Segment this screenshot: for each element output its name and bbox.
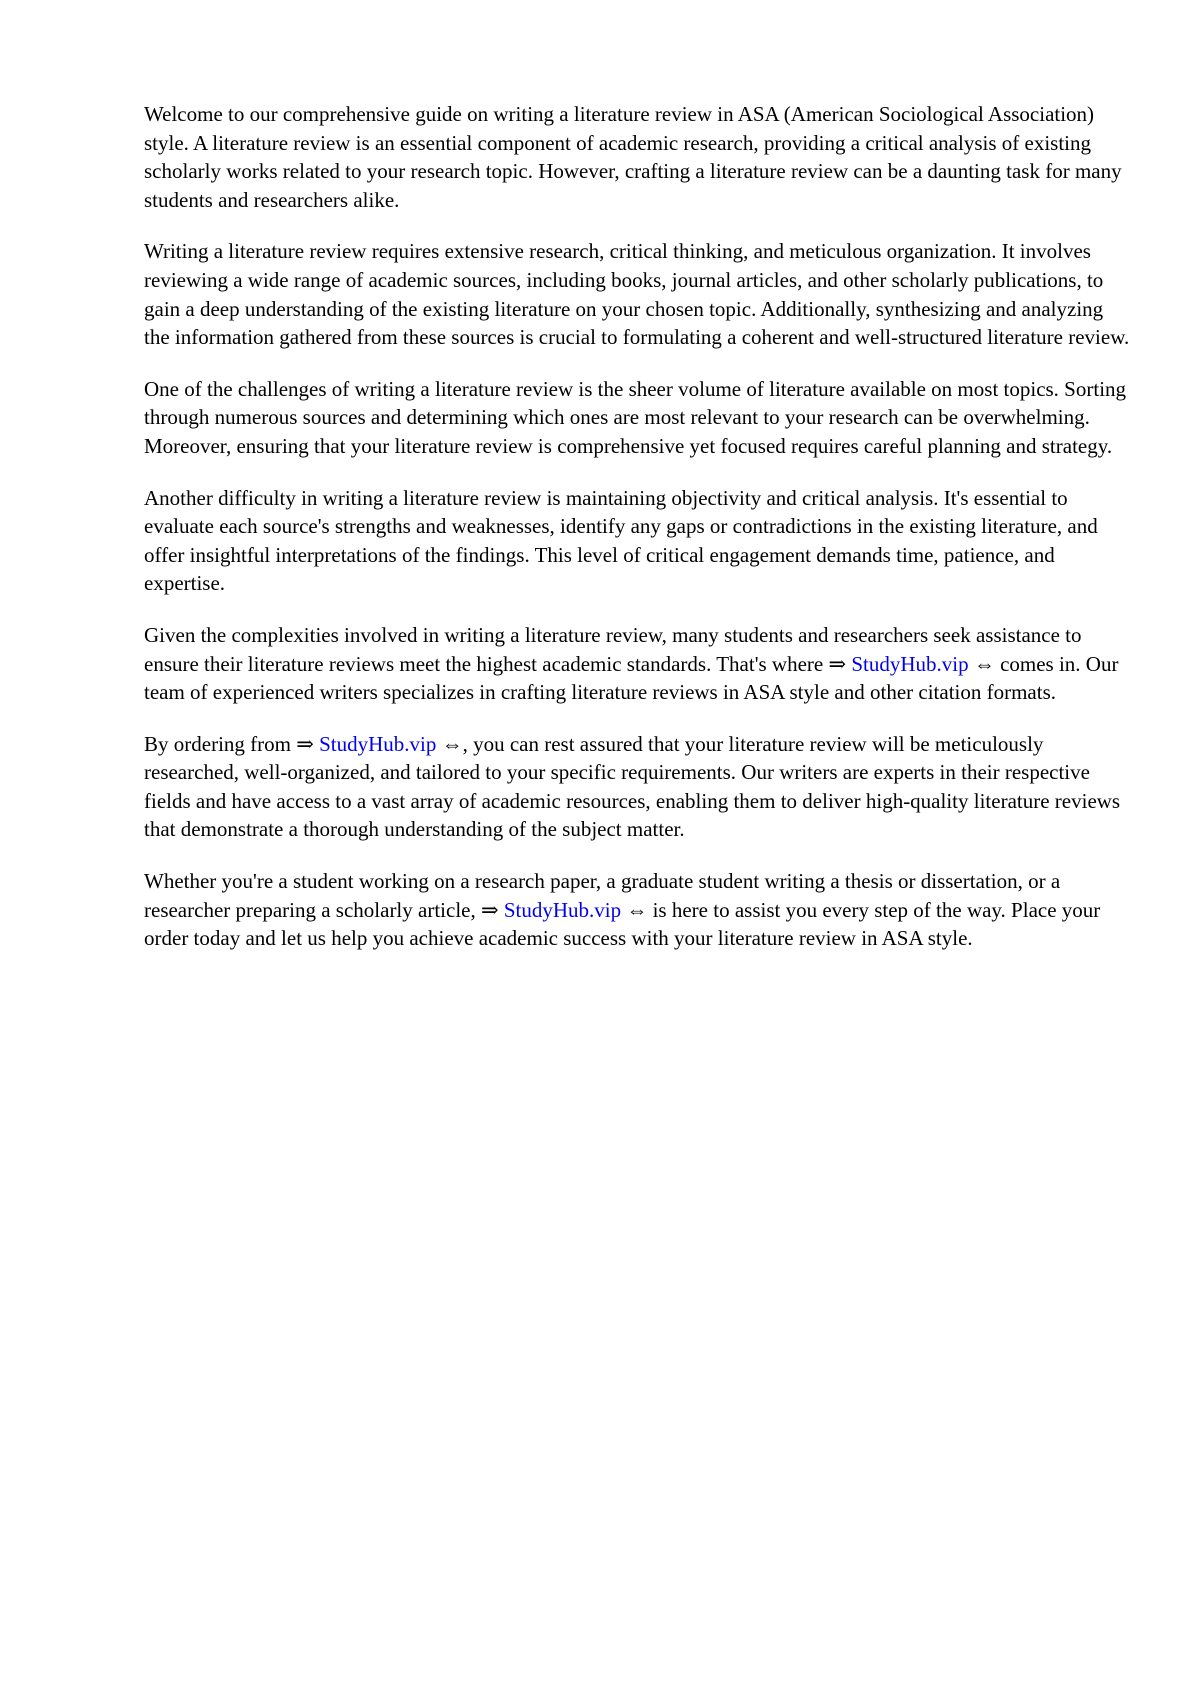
paragraph-assistance-text-before: Given the complexities involved in writing a literature review, many students and researchers seek assistance to ensure their literature reviews meet the highest academic standards. That's where ⇒	[144, 622, 1082, 676]
studyhub-link[interactable]: StudyHub.vip	[319, 731, 437, 756]
studyhub-link[interactable]: StudyHub.vip	[503, 897, 622, 922]
paragraph-closing-text-after: ⇔ is here to assist you every step of the way. Place your order today and let us help you achieve academic success with your literature review in ASA style.	[144, 897, 1101, 951]
paragraph-intro: Welcome to our comprehensive guide on writing a literature review in ASA (American Sociological Association) style. A literature review is an essential component of academic research, providing a critical analysis of existing scholarly works related to your research topic. However, crafting a literature review can be a daunting task for many students and researchers alike.	[144, 102, 1122, 212]
studyhub-link[interactable]: StudyHub.vip	[851, 651, 969, 676]
paragraph-assistance-text-after: ⇔ comes in. Our team of experienced writers specializes in crafting literature reviews in ASA style and other citation formats.	[144, 651, 1119, 705]
paragraph-challenges: One of the challenges of writing a literature review is the sheer volume of literature available on most topics. Sorting through numerous sources and determining which ones are most relevant to your research can be overwhelming. Moreover, ensuring that your literature review is comprehensive yet focused requires careful planning and strategy.	[144, 376, 1127, 458]
paragraph-objectivity: Another difficulty in writing a literature review is maintaining objectivity and critical analysis. It's essential to evaluate each source's strengths and weaknesses, identify any gaps or contradictions in the existing literature, and offer insightful interpretations of the findings. This level of critical engagement demands time, patience, and expertise.	[144, 485, 1098, 596]
paragraph-requirements: Writing a literature review requires extensive research, critical thinking, and meticulous organization. It involves reviewing a wide range of academic sources, including books, journal articles, and other scholarly publications, to gain a deep understanding of the existing literature on your chosen topic. Additionally, synthesizing and analyzing the information gathered from these sources is crucial to formulating a coherent and well-structured literature review.	[144, 239, 1130, 350]
document-page	[144, 100, 1134, 976]
paragraph-ordering-text-before: By ordering from ⇒	[144, 731, 320, 756]
paragraph-assistance	[144, 621, 1134, 707]
paragraph-ordering-text-after: ⇔, you can rest assured that your literature review will be meticulously researched, well-organized, and tailored to your specific requirements. Our writers are experts in their respective fields and have access to a vast array of academic resources, enabling them to deliver high-quality literature reviews that demonstrate a thorough understanding of the subject matter.	[144, 731, 1121, 842]
paragraph-closing-text-before: Whether you're a student working on a research paper, a graduate student writing a thesis or dissertation, or a researcher preparing a scholarly article, ⇒	[144, 869, 1061, 922]
paragraph-closing	[144, 867, 1134, 953]
paragraph-ordering	[144, 730, 1134, 844]
